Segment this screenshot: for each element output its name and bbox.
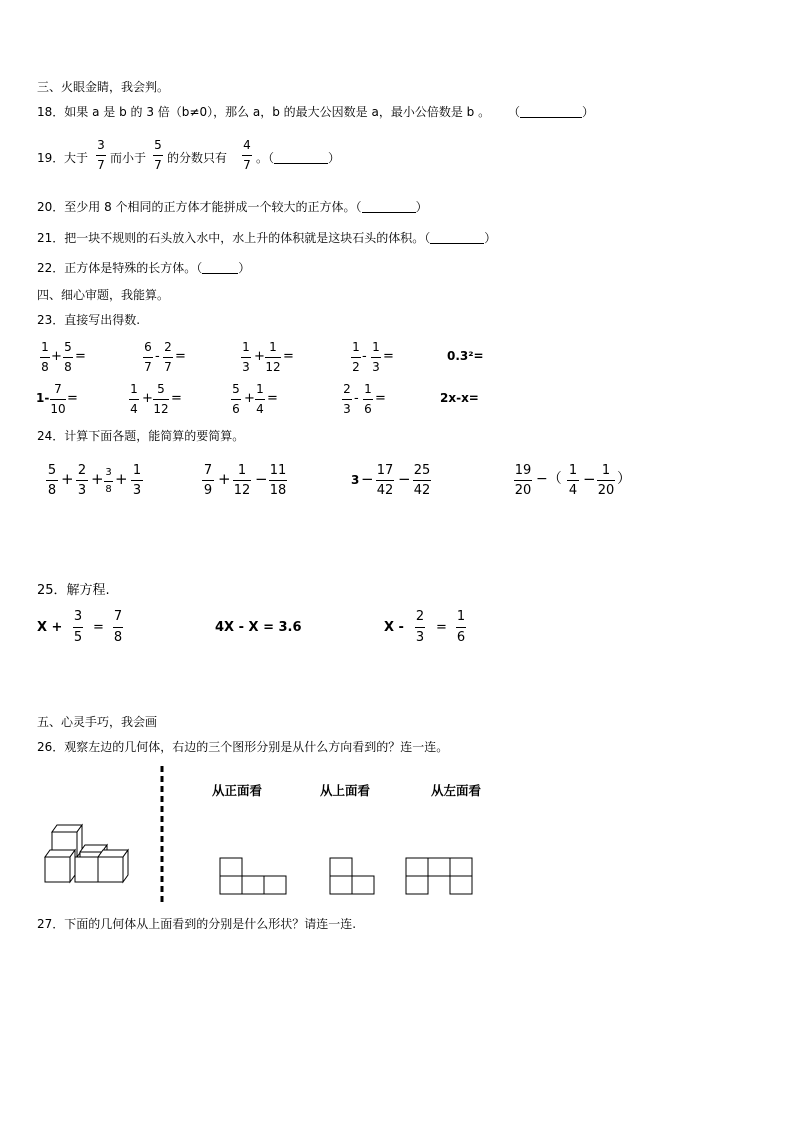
question-21: 21．把一块不规则的石头放入水中，水上升的体积就是这块石头的体积。（ ） [37,231,497,245]
question-22: 22．正方体是特殊的长方体。（ ） [37,261,251,275]
q19-fraction-1: 3 7 [97,138,105,172]
q23-r1-e3-frac-b: 1 12 [265,340,281,374]
q23-r2-e3-eq: = [267,391,278,406]
q23-r1-e1-eq: = [75,349,86,364]
q25-e1-frac-2: 7 8 [113,609,123,645]
section-4-title: 四、细心审题，我能算。 [37,288,170,302]
view-shape-1[interactable] [219,857,289,897]
q23-r2-e1-frac-b: 7 10 [50,382,66,416]
q23-r1-e4-frac-b: 1 3 [372,340,380,374]
question-26: 26．观察左边的几何体，右边的三个图形分别是从什么方向看到的？连一连。 [37,740,449,754]
label-front-view: 从正面看 [212,783,263,798]
q25-e1-pre: X + [37,620,63,635]
q23-r1-e2-eq: = [175,349,186,364]
q19-fraction-3: 4 7 [243,138,251,172]
section-5-title: 五、心灵手巧，我会画 [37,715,158,729]
q23-r2-e2-op: + [142,391,153,406]
question-24: 24．计算下面各题，能简算的要简算。 [37,429,245,443]
q23-r1-e1-frac-a: 1 8 [41,340,49,374]
q24-e3-frac-1: 17 42 [376,463,394,498]
q23-r2-e2-frac-a: 1 4 [130,382,138,416]
view-shape-3[interactable] [405,857,475,897]
answer-open: （ [507,105,520,119]
q24-e4-frac-2: 1 4 [568,463,578,498]
view-shape-2[interactable] [329,857,379,897]
q24-e4-frac-1: 19 20 [514,463,532,498]
q24-e2-frac-2: 1 12 [233,463,251,498]
q25-e1-eq: = [93,620,104,635]
q23-r2-e2-frac-b: 5 12 [153,382,169,416]
q24-e1-frac-3: 3 8 [105,467,112,495]
answer-close: ） [581,105,594,119]
question-number: 18． [37,105,65,119]
q23-r2-e3-frac-a: 5 6 [232,382,240,416]
q24-e1-frac-2: 2 3 [77,463,87,498]
q23-r2-e3-frac-b: 1 4 [256,382,264,416]
q23-r1-e4-op: - [362,349,367,364]
answer-blank[interactable] [520,105,582,118]
q24-e2-op-1: + [218,470,231,488]
q24-e1-op-1: + [61,470,74,488]
q19-text-1: 大于 [64,151,89,165]
q23-r1-e1-frac-b: 5 8 [64,340,72,374]
label-top-view: 从上面看 [320,783,371,798]
q25-e3-pre: X - [384,620,404,635]
q24-e4-op-2: − [583,470,596,488]
q24-e4-op-3: ） [617,471,631,487]
question-text: 如果 a 是 b 的 3 倍（b≠0），那么 a，b 的最大公因数是 a，最小公倍数是 b 。 [64,105,491,119]
q23-r2-e4-frac-b: 1 6 [364,382,372,416]
question-27: 27．下面的几何体从上面看到的分别是什么形状？请连一连. [37,917,357,931]
q24-e4-op-1: −（ [536,471,562,487]
q23-r2-e1-eq: = [67,391,78,406]
q23-r2-e3-op: + [244,391,255,406]
q24-e2-op-2: − [255,470,268,488]
q24-e2-frac-1: 7 9 [203,463,213,498]
answer-blank[interactable] [274,151,328,164]
q23-r2-e5: 2x-x= [440,391,479,405]
q24-e3-op-1: − [361,470,374,488]
q24-e1-frac-1: 5 8 [47,463,57,498]
q23-r2-e4-op: - [354,391,359,406]
question-18 [37,104,594,120]
q25-e2: 4X - X = 3.6 [215,620,302,635]
q19-fraction-2: 5 7 [154,138,162,172]
cube-solid-figure [40,820,150,885]
q25-e3-frac-1: 2 3 [415,609,425,645]
q24-e3-frac-2: 25 42 [413,463,431,498]
q23-r2-e4-eq: = [375,391,386,406]
q19-text-2: 而小于 [110,151,147,165]
q23-r2-e1-pre: 1- [36,391,50,405]
answer-blank[interactable] [430,231,484,244]
q24-e3-pre: 3 [351,473,360,487]
q23-r1-e3-eq: = [283,349,294,364]
q23-r1-e2-frac-b: 2 7 [164,340,172,374]
q23-r2-e4-frac-a: 2 3 [343,382,351,416]
section-3-title: 三、火眼金睛，我会判。 [37,80,170,94]
dashed-divider [160,766,164,906]
q23-r1-e4-frac-a: 1 2 [352,340,360,374]
q25-e1-frac-1: 3 5 [73,609,83,645]
q23-r1-e5: 0.3²= [447,349,484,363]
q19-text-3: 的分数只有 [167,151,228,165]
question-19-number: 19． [37,151,65,165]
question-25: 25．解方程. [37,583,110,598]
q25-e3-frac-2: 1 6 [456,609,466,645]
answer-blank[interactable] [202,261,238,274]
q19-answer: 。（ ） [256,151,341,165]
q25-e3-eq: = [436,620,447,635]
q23-r1-e4-eq: = [383,349,394,364]
q23-r2-e2-eq: = [171,391,182,406]
q24-e1-op-3: + [115,470,128,488]
label-left-view: 从左面看 [431,783,482,798]
q23-r1-e2-frac-a: 6 7 [144,340,152,374]
q24-e2-frac-3: 11 18 [269,463,287,498]
q23-r1-e1-op: + [51,349,62,364]
answer-blank[interactable] [362,200,416,213]
q24-e1-frac-4: 1 3 [132,463,142,498]
q24-e4-frac-3: 1 20 [597,463,615,498]
question-20: 20．至少用 8 个相同的正方体才能拼成一个较大的正方体。（ ） [37,200,428,214]
q24-e3-op-2: − [398,470,411,488]
q23-r1-e3-op: + [254,349,265,364]
question-23: 23．直接写出得数. [37,313,141,327]
q24-e1-op-2: + [91,470,104,488]
q23-r1-e3-frac-a: 1 3 [242,340,250,374]
q23-r1-e2-op: - [155,349,160,364]
